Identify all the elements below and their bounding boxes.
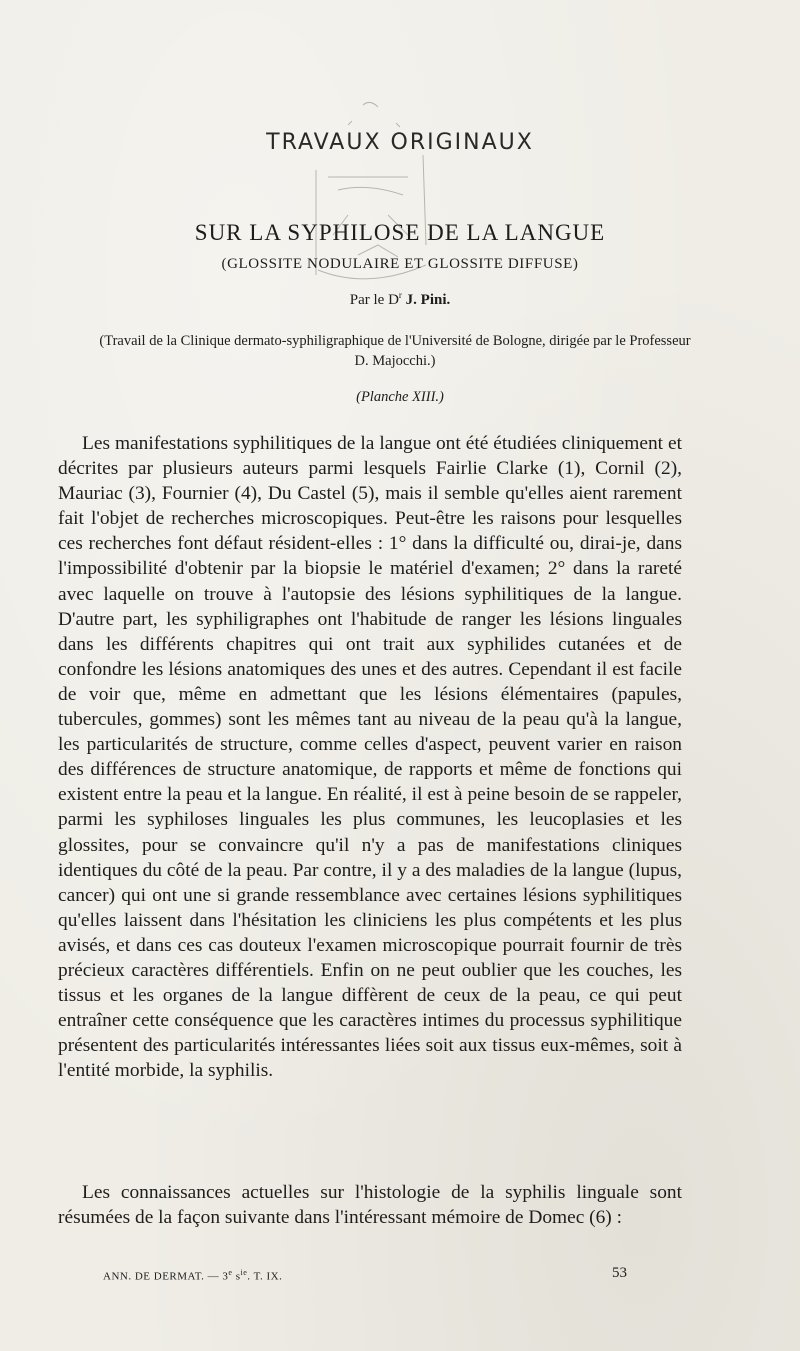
volume-label: . T. IX. xyxy=(247,1270,283,1283)
affiliation-note: (Travail de la Clinique dermato-syphiligraphique de l'Université de Bologne, dirigée par le Professeur D. Majocchi.) xyxy=(99,333,691,369)
body-paragraph-1 xyxy=(58,431,682,1083)
article-subtitle: (GLOSSITE NODULAIRE ET GLOSSITE DIFFUSE) xyxy=(221,256,579,272)
series-sup-2: ie xyxy=(240,1268,248,1277)
paragraph-text: Les manifestations syphilitiques de la langue ont été étudiées cliniquement et décrites par plusieurs auteurs parmi lesquels Fairlie Clarke (1), Cornil (2), Mauriac (3), Fournier (4), Du Castel (5), mais il semble qu'elles aient rarement fait l'objet de recherches microscopiques. Peut-être les raisons pour lesquelles ces recherches font défaut résident-elles : 1° dans la difficulté ou, dirai-je, dans l'impossibilité d'obtenir par la biopsie le matériel d'examen; 2° dans la rareté avec laquelle on trouve à l'autopsie des lésions syphilitiques de la langue. D'autre part, les syphiligraphes ont l'habitude de ranger les lésions linguales dans les différents chapitres qui ont trait aux syphilides cutanées et de confondre les lésions anatomiques des unes et des autres. Cependant il est facile de voir que, même en admettant que les lésions élémentaires (papules, tubercules, gommes) sont les mêmes tant au niveau de la peau qu'à la langue, les particularités de structure, comme celles d'aspect, peuvent varier en raison des différences de structure anatomique, de rapports et même de fonctions qui existent entre la peau et la langue. En réalité, il est à peine besoin de se rappeler, parmi les syphiloses linguales les plus communes, les leucoplasies et les glossites, pour se convaincre qu'il n'y a pas de manifestations cliniques identiques du côté de la peau. Par contre, il y a des maladies de la langue (lupus, cancer) qui ont une si grande ressemblance avec certaines lésions syphilitiques qu'elles laissent dans l'hésitation les cliniciens les plus compétents et les plus avisés, et dans ces cas douteux l'examen microscopique pourrait fournir de très précieux caractères différentiels. Enfin on ne peut oublier que les couches, les tissus et les organes de la langue diffèrent de ceux de la peau, ce qui peut entraîner cette conséquence que les caractères intimes du processus syphilitique présentent des particularités intéressantes liées soit aux tissus eux-mêmes, soit à l'entité morbide, la syphilis. xyxy=(58,433,682,1082)
author-name: J. Pini. xyxy=(405,292,451,308)
body-paragraph-2 xyxy=(58,1180,682,1230)
plate-reference: (Planche XIII.) xyxy=(356,389,444,405)
page-number: 53 xyxy=(612,1265,627,1281)
byline-sup: r xyxy=(398,290,402,300)
journal-footer xyxy=(103,1268,282,1283)
paragraph-text: Les connaissances actuelles sur l'histologie de la syphilis linguale sont résumées de la façon suivante dans l'intéressant mémoire de Domec (6) : xyxy=(58,1182,682,1229)
byline-prefix: Par le D xyxy=(349,292,399,308)
journal-abbrev: ANN. DE DERMAT. — 3 xyxy=(103,1270,229,1283)
series-label: s xyxy=(232,1270,241,1283)
section-heading: TRAVAUX ORIGINAUX xyxy=(266,130,534,155)
series-sup: e xyxy=(228,1268,233,1277)
byline xyxy=(0,290,800,309)
article-title: SUR LA SYPHILOSE DE LA LANGUE xyxy=(194,220,606,245)
